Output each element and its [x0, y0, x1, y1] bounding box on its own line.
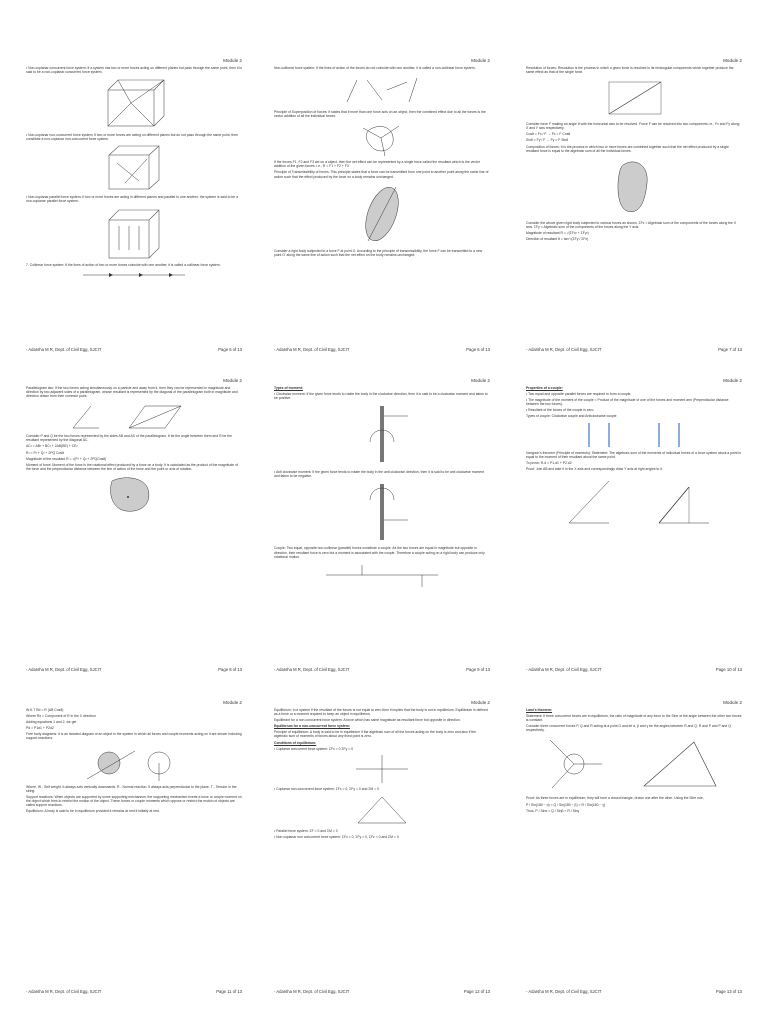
page-8	[20, 378, 250, 678]
footer-page-number: Page 11 of 13	[216, 989, 242, 994]
section-text: • The magnitude of the moment of the couple = Product of the magnitude of one of the forces and moment arm (Perpendicular distance between the two forces).	[526, 398, 729, 407]
page-footer	[26, 989, 242, 994]
figure-anticlockwise-moment	[352, 480, 412, 544]
page-10	[520, 378, 750, 678]
figure-noncollinear	[337, 72, 427, 108]
figure-resolution	[599, 76, 669, 120]
module-label: Module 2	[723, 700, 742, 705]
page-9	[268, 378, 498, 678]
module-label: Module 2	[223, 58, 242, 63]
figure-lami	[544, 734, 724, 794]
section-text: Consider force F making an angle θ with the horizontal axis to be resolved. Force F can be resolved into two components i.e., Fx and Fy along X and Y axis respectively.	[526, 122, 740, 131]
formula-fx: Cosθ = Fx / F → Fx = F Cosθ	[526, 132, 571, 137]
formula-resultant: Magnitude of resultant R = √(ΣFx² + ΣFy²)	[526, 230, 589, 235]
page-footer	[274, 347, 490, 352]
footer-author: - Adarsha M R, Dept. of Civil Egg, SJCIT	[274, 667, 350, 672]
section-text: Principle of equilibrium: A body is said to be in equilibrium if the algebraic sum of all the forces acting on the body is zero and also if the algebraic sum of moments of forces about any fixed point is zero.	[274, 730, 477, 739]
figure-cube-parallel	[99, 206, 169, 261]
footer-author: - Adarsha M R, Dept. of Civil Egg, SJCIT	[526, 667, 602, 672]
formula-pd: Pd = P1d1 + P2d2	[26, 726, 54, 731]
section-text: Proof: Join AB and take it in the X axis and correspondingly draw Y axis at right angles to it.	[526, 466, 663, 471]
formula-r-squared: R² = P² + Q² + 2PQ Cosθ	[26, 450, 64, 455]
section-text: • Non-coplanar non-concurrent force system: If two or more forces are acting on different planes but do not pass through the same point, then constitute a non-coplanar non-concurrent force system.	[26, 133, 239, 142]
section-text: Where Rx = Component of R in the X direction	[26, 714, 96, 719]
section-text: Couple: Two equal, opposite non-collinear (parallel) forces constitute a couple. As the two forces are equal in magnitude but opposite in direction, their resultant force is zero but a moment is associated with the couple. Therefore a couple acting on a rigid body can produce only rotational motion.	[274, 546, 485, 559]
section-text: • Two equal and opposite parallel forces are required to form a couple.	[526, 392, 632, 397]
page-6	[268, 58, 498, 358]
footer-page-number: Page 9 of 13	[466, 667, 490, 672]
section-text: Proof: As three forces are in equilibrium, they will form a closed triangle, drawn one after the other. Using the Sine rule,	[526, 796, 704, 801]
section-text: Parallelogram law: If the two forces acting simultaneously on a particle and away from it, then they can be represented in magnitude and direction by two adjacent sides of a parallelogram, whose resultant is represented by the diagonal of the parallelogram both in magnitude and direction drawn from their common point.	[26, 386, 238, 399]
figure-couple-types	[559, 421, 709, 449]
section-text: To prove: R.d = P1.d1 + P2.d2	[526, 460, 572, 465]
figure-clockwise-moment	[352, 402, 412, 468]
section-heading: Properties of a couple:	[526, 386, 563, 390]
figure-nonconcurrent-system	[352, 793, 412, 827]
formula-ac: AC² = AB² + BC² + 2AB(BE) + CE²	[26, 444, 78, 449]
section-text: Consider a rigid body subjected to a force F at point O. According to the principle of transmissibility, the force F can be transmitted to a new point O' along the same line of action such that the net effect on the body remains unchanged.	[274, 248, 483, 257]
page-13	[520, 700, 750, 1000]
section-text: • Clockwise moment: If the given force tends to rotate the body in the clockwise direction, then it is said to be a clockwise moment and taken to be positive.	[274, 392, 488, 401]
section-text: Varignon's theorem (Principle of moments): Statement: The algebraic sum of the moments of individual forces of a force system about a point is equal to the moment of their resultant about the same point.	[526, 450, 741, 459]
section-text: Adding equations 1 and 2, we get	[26, 720, 77, 725]
footer-author: - Adarsha M R, Dept. of Civil Egg, SJCIT	[26, 667, 102, 672]
page-footer	[274, 989, 490, 994]
figure-couple	[322, 561, 442, 591]
module-label: Module 2	[223, 378, 242, 383]
page-footer	[26, 667, 242, 672]
section-text: Principle of Superposition of forces: It states that if more than one force acts on an object, then the combined effect due to all the forces is the vector addition of all the individual forces.	[274, 110, 486, 119]
section-text: • Resultant of the forces of the couple is zero.	[526, 408, 595, 413]
section-text: Composition of forces: It is the process in which two or more forces are combined together such that the net effect produced by a single resultant force is equal to the algebraic sum of all the individual forces.	[526, 144, 729, 153]
page-7	[520, 58, 750, 358]
footer-author: - Adarsha M R, Dept. of Civil Egg, SJCIT	[526, 989, 602, 994]
section-text: • Non-coplanar concurrent force system: If a system has two or more forces acting on different planes but pass through the same point, then it is said to be a non-coplanar concurrent force system.	[26, 66, 242, 75]
section-text: Consider three concurrent forces P, Q and R acting at a point O and let α, β and γ be the angles between R and Q, R and P and P and Q respectively.	[526, 724, 731, 733]
figure-composition	[609, 155, 659, 219]
figure-moment	[104, 473, 164, 517]
module-label: Module 2	[723, 378, 742, 383]
footer-author: - Adarsha M R, Dept. of Civil Egg, SJCIT	[274, 347, 350, 352]
module-label: Module 2	[723, 58, 742, 63]
section-text: • Anti clockwise moment: If the given force tends to rotate the body in the anti clockwise direction, then it is said to be anti clockwise moment and taken to be negative.	[274, 470, 485, 479]
section-heading: Conditions of equilibrium:	[274, 740, 317, 745]
section-text: Moment of force: Moment of the force is the rotational effect produced by a force on a body. It is calculated as the product of the magnitude of the force and the perpendicular distance between the line of action of the force and the point or axis of rotation.	[26, 462, 238, 471]
section-text: If the forces F1, F2 and F3 act on a object, then the net effect can be represented by a single force called the resultant which is the vector addition of the given forces. i.e., R = F1 + F2 + F3	[274, 160, 480, 169]
section-text: Principle of Transmissibility of forces: This principle states that a force can be transmitted from one point to another point along the same line of action such that the effect produced by the force on a body remains unchanged.	[274, 170, 489, 179]
figure-cube-concurrent	[94, 76, 174, 131]
section-text: Resolution of forces: Resolution is the process in which a given force is resolved in its rectangular components which together produce the same effect as that of the single force.	[526, 66, 734, 75]
section-text: Support reactions: When objects are supported by some supporting mechanism, the supporting mechanism exerts a force or couple moment on the object which tries to restrict the motion of the object. These forces or couple moments which oppose or restrict the motion of objects are called support reactions.	[26, 794, 242, 807]
footer-author: - Adarsha M R, Dept. of Civil Egg, SJCIT	[26, 347, 102, 352]
section-text: Equilibrium: A body is said to be in equilibrium provided it remains at rest if initially at rest.	[26, 809, 160, 814]
section-heading: Lami's theorem:	[526, 708, 553, 712]
footer-page-number: Page 7 of 13	[718, 347, 742, 352]
figure-concurrent-system	[352, 753, 412, 785]
condition-item: • Parallel force system: ΣF = 0 and ΣM = 0	[274, 828, 338, 833]
page-footer	[526, 667, 742, 672]
module-label: Module 2	[471, 378, 490, 383]
figure-varignon	[549, 473, 719, 529]
module-label: Module 2	[223, 700, 242, 705]
condition-item: • Coplanar non-concurrent force system: ΣFx = 0, ΣFy = 0 and ΣM = 0	[274, 786, 380, 791]
section-text: Equilibrant for a non-concurrent force system: A force which has same magnitude as resultant force but opposite in direction.	[274, 718, 461, 723]
section-text: Types of couple: Clockwise couple and Anticlockwise couple	[526, 414, 617, 419]
section-text: Consider P and Q be the two forces represented by the sides AB and AD of the parallelogram, θ be the angle between them and R be the resultant represented by the diagonal AC.	[26, 434, 232, 443]
page-11	[20, 700, 250, 1000]
formula-sine-rule: P / Sin(180 − α) = Q / Sin(180 − β) = R / Sin(180 − γ)	[526, 802, 606, 807]
section-text: Non-collinear force system: If the lines of action of the forces do not coincide with one another, it is called a non-collinear force system.	[274, 66, 476, 70]
section-text: Statement: If three concurrent forces are in equilibrium, the ratio of magnitude of any force to the Sine of the angle between the other two forces is constant.	[526, 714, 742, 723]
formula-rd: W.K.T Rd = R (AB Cosθ)	[26, 708, 64, 712]
section-text: Where, W - Self weight. It always acts vertically downwards. R - Normal reaction. It always acts perpendicular to the plane. T - Tension in the string.	[26, 784, 237, 793]
module-label: Module 2	[471, 700, 490, 705]
condition-item: • Non coplanar non concurrent force system: ΣFx = 0, ΣFy = 0, ΣFz = 0 and ΣM = 0	[274, 834, 399, 839]
section-text: Consider the above given rigid body subjected to various forces as shown. ΣFx = Algebraic sum of the components of the forces along the X axis. ΣFy = Algebraic sum of the components of the forces along the Y axis.	[526, 220, 737, 229]
footer-page-number: Page 5 of 13	[218, 347, 242, 352]
section-heading: Equilibrium for a non-concurrent force system:	[274, 724, 350, 729]
footer-page-number: Page 10 of 13	[715, 667, 742, 672]
section-text: • Non-coplanar parallel force system: If two or more forces are acting in different planes and parallel to one another, the system is said to be a non-coplanar parallel force system.	[26, 195, 239, 204]
section-text: 7. Collinear force system: If the lines of action of two or more forces coincide with one another, it is called a collinear force system.	[26, 262, 221, 267]
figure-superposition	[357, 120, 407, 158]
footer-page-number: Page 8 of 13	[218, 667, 242, 672]
formula-direction: Direction of resultant θ = tan⁻¹(ΣFy / ΣFx)	[526, 237, 589, 242]
formula-lami: Thus, P / Sinα = Q / Sinβ = R / Sinγ	[526, 808, 580, 813]
footer-page-number: Page 12 of 13	[463, 989, 490, 994]
formula-magnitude: Magnitude of the resultant R = √(P² + Q² + 2PQCosθ)	[26, 456, 107, 461]
section-heading: Types of moment:	[274, 386, 303, 390]
section-text: Free body diagrams: It is an isolated diagram of an object in the system in which all forces and couple moments acting on it are shown including support reactions.	[26, 732, 242, 741]
figure-transmissibility	[360, 181, 404, 247]
footer-page-number: Page 6 of 13	[466, 347, 490, 352]
page-12	[268, 700, 498, 1000]
page-footer	[274, 667, 490, 672]
figure-cube-nonconcurrent	[99, 143, 169, 193]
footer-author: - Adarsha M R, Dept. of Civil Egg, SJCIT	[274, 989, 350, 994]
figure-parallelogram	[69, 400, 199, 432]
footer-author: - Adarsha M R, Dept. of Civil Egg, SJCIT	[26, 989, 102, 994]
page-footer	[526, 347, 742, 352]
page-footer	[526, 989, 742, 994]
formula-fy: Sinθ = Fy / F → Fy = F Sinθ	[526, 138, 569, 143]
figure-free-body	[79, 743, 189, 783]
page-footer	[26, 347, 242, 352]
footer-page-number: Page 13 of 13	[715, 989, 742, 994]
page-5	[20, 58, 250, 358]
condition-item: • Coplanar concurrent force system: ΣFx = 0 ΣFy = 0	[274, 746, 354, 751]
footer-author: - Adarsha M R, Dept. of Civil Egg, SJCIT	[526, 347, 602, 352]
module-label: Module 2	[471, 58, 490, 63]
section-text: Equilibrium: In a system if the resultant of the forces is not equal to zero then it implies that the body is not in equilibrium. Equilibrium is defined as a force or a moment required to keep an object in equilibrium.	[274, 708, 488, 717]
figure-collinear	[79, 269, 189, 283]
